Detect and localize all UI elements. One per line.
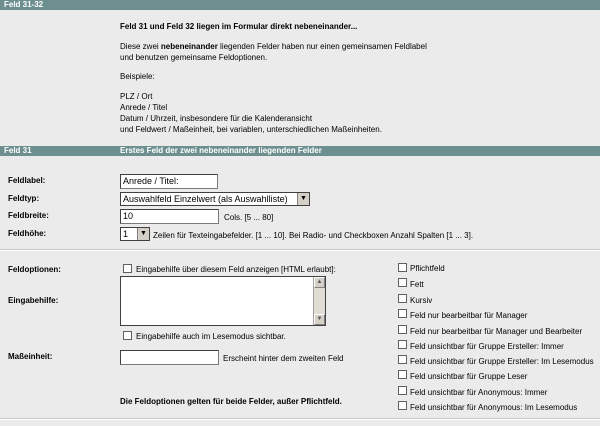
feldtyp-label: Feldtyp: <box>8 194 40 203</box>
eingabehilfe-label: Eingabehilfe: <box>8 296 59 305</box>
masseinheit-label: Maßeinheit: <box>8 352 53 361</box>
checkbox-label: Feld unsichtbar für Anonymous: Im Lesemodus <box>410 403 578 412</box>
checkbox-label: Fett <box>410 280 424 289</box>
checkbox-kursiv[interactable] <box>398 294 407 303</box>
checkbox-reader[interactable] <box>398 370 407 379</box>
feldtyp-select-value: Auswahlfeld Einzelwert (als Auswahlliste) <box>123 194 288 204</box>
checkbox-anonymous-always[interactable] <box>398 386 407 395</box>
chevron-down-icon: ▼ <box>137 228 149 240</box>
checkbox-label: Feld unsichtbar für Anonymous: Immer <box>410 388 548 397</box>
info-line1-bold: nebeneinander <box>160 42 218 51</box>
checkbox-pflichtfeld[interactable] <box>398 263 407 272</box>
info-heading: Feld 31 und Feld 32 liegen im Formular direkt nebeneinander... <box>120 22 358 31</box>
info-line2: und benutzen gemeinsame Feldoptionen. <box>120 53 268 62</box>
feldbreite-input[interactable]: 10 <box>120 209 219 224</box>
scrollbar[interactable] <box>313 277 325 325</box>
checkbox-label: Pflichtfeld <box>410 264 445 273</box>
info-line1-pre: Diese zwei <box>120 42 161 51</box>
checkbox-label: Kursiv <box>410 296 433 305</box>
example-item: Anrede / Titel <box>120 103 168 112</box>
eingabehilfe-textarea[interactable] <box>120 276 326 326</box>
checkbox-label: Feld unsichtbar für Gruppe Leser <box>410 372 528 381</box>
examples-label: Beispiele: <box>120 72 155 81</box>
checkbox-label: Feld unsichtbar für Gruppe Ersteller: Immer <box>410 342 564 351</box>
feldbreite-hint: Cols. [5 ... 80] <box>224 213 274 222</box>
help-show-label: Eingabehilfe über diesem Feld anzeigen [HTML erlaubt]: <box>136 265 336 274</box>
divider <box>0 250 600 251</box>
chevron-down-icon: ▼ <box>297 193 309 205</box>
feldhoehe-hint: Zeilen für Texteingabefelder. [1 ... 10]. Bei Radio- und Checkboxen Anzahl Spalten [1 ... 3]. <box>153 231 474 240</box>
checkbox-fett[interactable] <box>398 278 407 287</box>
scroll-down-icon[interactable]: ▼ <box>314 314 325 325</box>
feldoptionen-label: Feldoptionen: <box>8 265 61 274</box>
info-line1 <box>120 42 427 51</box>
checkbox-label: Feld nur bearbeitbar für Manager <box>410 311 528 320</box>
section-field-title: Feld 31 <box>4 146 32 155</box>
section-header-feld-31 <box>0 146 600 156</box>
section-header-feld-31-32 <box>0 0 600 10</box>
info-line1-post: liegenden Felder haben nur einen gemeinsamen Feldlabel <box>217 42 427 51</box>
checkbox-creator-readmode[interactable] <box>398 355 407 364</box>
example-item: PLZ / Ort <box>120 92 153 101</box>
divider <box>0 419 600 420</box>
checkbox-anonymous-readmode[interactable] <box>398 401 407 410</box>
scroll-up-icon[interactable]: ▲ <box>314 277 325 288</box>
options-note: Die Feldoptionen gelten für beide Felder, außer Pflichtfeld. <box>120 397 342 406</box>
example-item: Datum / Uhrzeit, insbesondere für die Kalenderansicht <box>120 114 313 123</box>
masseinheit-input[interactable] <box>120 350 219 365</box>
feldhoehe-label: Feldhöhe: <box>8 229 47 238</box>
feldhoehe-select[interactable] <box>120 227 150 241</box>
help-show-checkbox[interactable] <box>123 264 132 273</box>
masseinheit-hint: Erscheint hinter dem zweiten Feld <box>223 354 344 363</box>
help-readmode-checkbox[interactable] <box>123 331 132 340</box>
checkbox-manager-editor[interactable] <box>398 325 407 334</box>
example-item: und Feldwert / Maßeinheit, bei variablen, unterschiedlichen Maßeinheiten. <box>120 125 382 134</box>
checkbox-label: Feld nur bearbeitbar für Manager und Bearbeiter <box>410 327 583 336</box>
section-title: Feld 31-32 <box>4 0 44 9</box>
feldlabel-label: Feldlabel: <box>8 176 46 185</box>
help-readmode-label: Eingabehilfe auch im Lesemodus sichtbar. <box>136 332 286 341</box>
feldhoehe-select-value: 1 <box>123 229 129 239</box>
checkbox-creator-always[interactable] <box>398 340 407 349</box>
section-field-subtitle: Erstes Feld der zwei nebeneinander liegenden Felder <box>120 146 322 155</box>
checkbox-manager-only[interactable] <box>398 309 407 318</box>
feldtyp-select[interactable] <box>120 192 310 206</box>
feldlabel-input[interactable]: Anrede / Titel: <box>120 174 218 189</box>
feldbreite-label: Feldbreite: <box>8 211 49 220</box>
checkbox-label: Feld unsichtbar für Gruppe Ersteller: Im Lesemodus <box>410 357 594 366</box>
